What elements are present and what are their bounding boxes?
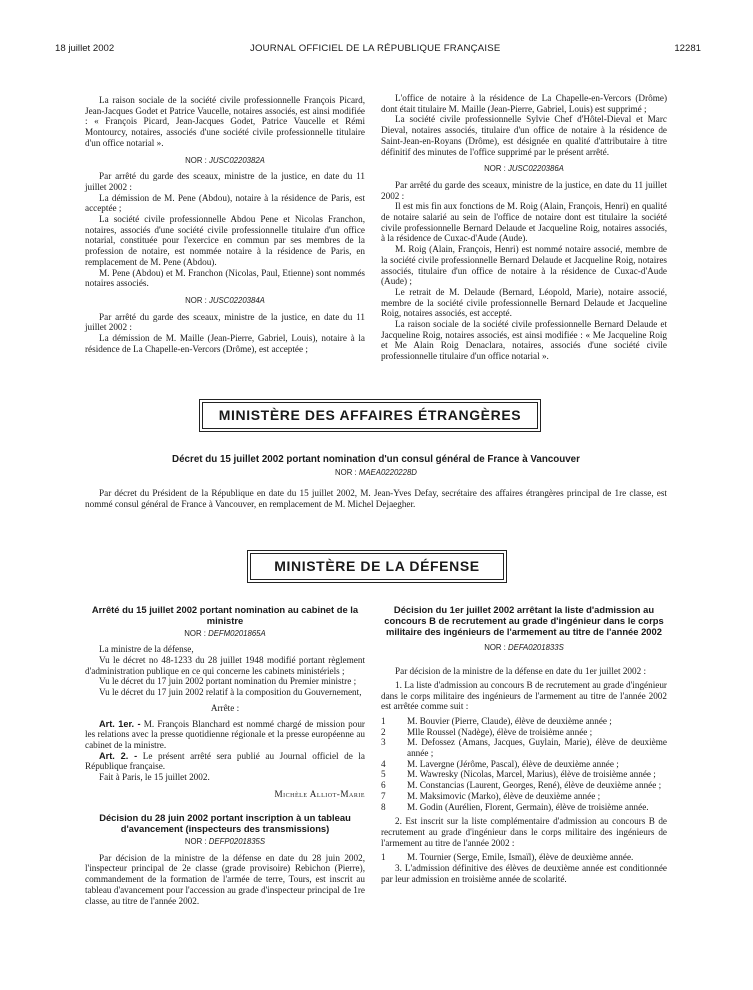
article-2: Art. 2. - Le présent arrêté sera publié au Journal officiel de la République française. (85, 750, 365, 772)
top-right-column (381, 93, 667, 362)
list-text: M. Constancias (Laurent, Georges, René), élève de deuxième année ; (407, 780, 662, 791)
admission-list (381, 716, 667, 812)
list-text: Mlle Roussel (Nadège), élève de troisième année ; (407, 726, 593, 737)
paragraph: La démission de M. Maille (Jean-Pierre, Gabriel, Louis), notaire à la résidence de La Chapelle-en-Vercors (Drôme), est acceptée ; (85, 333, 365, 354)
list-number: 1 (381, 715, 386, 726)
paragraph: M. Roig (Alain, François, Henri) est nommé notaire associé, membre de la société civile professionnelle Bernard Delaude et Jacqueline Roig, notaires associés, titulaire d'un office de notaire à la résidence de Cuxac-d'Aude (Aude) ; (381, 244, 667, 287)
paragraph: Vu le décret du 17 juin 2002 portant nomination du Premier ministre ; (99, 676, 357, 687)
list-text: M. Defossez (Amans, Jacques, Guylain, Marie), élève de deuxième année ; (407, 737, 667, 759)
defense-left-column (85, 605, 365, 906)
paragraph: Il est mis fin aux fonctions de M. Roig (Alain, François, Henri) en qualité de notaire salarié au sein de l'office de notaire dont est titulaire la société civile professionnelle Bernard Delaude et Jacqueline Roig, notaires associés, à la résidence de Cuxac-d'Aude (Aude). (381, 201, 667, 244)
paragraph: La société civile professionnelle Abdou Pene et Nicolas Franchon, notaires, associés d'une société civile professionnelle titulaire d'un office notarial, constituée pour l'exercice en commun par ses membres de la profession de notaire, est nommée notaire à la résidence de Paris, en remplacement de M. Pene (Abdou). (85, 214, 365, 267)
list-item (381, 759, 667, 770)
defense-right-column (381, 605, 667, 884)
list-item (381, 727, 667, 738)
list-item (381, 769, 667, 780)
paragraph: Par décret du Président de la République en date du 15 juillet 2002, M. Jean-Yves Defay, secrétaire des affaires étrangères principal de 1re classe, est nommé consul général de France à Vancouver, en remplacement de M. Michel Dejaegher. (85, 488, 667, 509)
list-text: M. Godin (Aurélien, Florent, Germain), élève de troisième année. (407, 801, 649, 812)
journal-title: JOURNAL OFFICIEL DE LA RÉPUBLIQUE FRANÇAISE (250, 43, 501, 54)
paragraph: M. Pene (Abdou) et M. Franchon (Nicolas, Paul, Etienne) sont nommés notaires associés. (85, 267, 365, 289)
page-header (55, 43, 701, 57)
page-number: 12281 (674, 43, 701, 54)
list-text: M. Wawresky (Nicolas, Marcel, Marius), élève de troisième année ; (407, 769, 656, 780)
list-item (381, 780, 667, 791)
list-item (381, 737, 667, 758)
paragraph: Par arrêté du garde des sceaux, ministre de la justice, en date du 11 juillet 2002 : (381, 179, 667, 201)
order-title: Arrêté du 15 juillet 2002 portant nomination au cabinet de la ministre (91, 604, 359, 626)
list-number: 4 (381, 758, 386, 769)
list-number: 2 (381, 726, 386, 737)
list-text: M. Maksimovic (Marko), élève de deuxième année ; (407, 790, 601, 801)
done-at: Fait à Paris, le 15 juillet 2002. (99, 772, 210, 783)
nor-reference: NOR : DEFA0201833S (484, 643, 564, 653)
ministry-heading-foreign-affairs: MINISTÈRE DES AFFAIRES ÉTRANGÈRES (202, 402, 538, 429)
top-left-column (85, 95, 365, 354)
list-item (381, 716, 667, 727)
list-item (381, 852, 667, 863)
paragraph: Vu le décret no 48-1233 du 28 juillet 1948 modifié portant règlement d'administration publique en ce qui concerne les cabinets ministériels ; (85, 655, 365, 676)
list-number: 1 (381, 852, 386, 863)
decree-body (85, 488, 667, 509)
list-number: 5 (381, 769, 386, 780)
paragraph: Par arrêté du garde des sceaux, ministre de la justice, en date du 11 juillet 2002 : (85, 171, 365, 192)
ministry-heading-defense: MINISTÈRE DE LA DÉFENSE (250, 553, 504, 580)
nor-reference: NOR : JUSC0220384A (185, 295, 265, 305)
paragraph: Par décision de la ministre de la défense en date du 1er juillet 2002 : (395, 666, 647, 677)
nor-reference: NOR : DEFM0201865A (184, 628, 266, 638)
paragraph: Le retrait de M. Delaude (Bernard, Léopold, Marie), notaire associé, membre de la société civile professionnelle Bernard Delaude et Jacqueline Roig, notaires associés, est accepté. (381, 286, 667, 319)
list-text: M. Bouvier (Pierre, Claude), élève de deuxième année ; (407, 715, 612, 726)
list-number: 8 (381, 801, 386, 812)
decision-title: Décision du 28 juin 2002 portant inscription à un tableau d'avancement (inspecteurs des transmissions) (99, 812, 351, 835)
list-item (381, 802, 667, 813)
list-number: 7 (381, 790, 386, 801)
paragraph: La ministre de la défense, (99, 644, 194, 655)
decree-title: Décret du 15 juillet 2002 portant nomination d'un consul général de France à Vancouver (172, 454, 580, 465)
complementary-list (381, 852, 667, 863)
list-text: M. Tournier (Serge, Emile, Ismaïl), élève de deuxième année. (407, 852, 634, 863)
paragraph: Par décision de la ministre de la défense en date du 28 juin 2002, l'inspecteur principal de 2e classe (grade provisoire) Rebichon (Pierre), commandement de la formation de l'armée de terre, Tours, est inscrit au tableau d'avancement pour l'accession au grade d'inspecteur principal de 1re classe, au titre de l'année 2002. (85, 852, 365, 906)
signature: Michèle Alliot-Marie (274, 788, 365, 799)
issue-date: 18 juillet 2002 (55, 43, 115, 54)
list-item (381, 791, 667, 802)
decision-title: Décision du 1er juillet 2002 arrêtant la liste d'admission au concours B de recrutement au grade d'ingénieur dans le corps militaire des ingénieurs de l'armement au titre de l'année 2002 (384, 604, 664, 637)
nor-reference: NOR : JUSC0220386A (484, 164, 564, 174)
paragraph: 2. Est inscrit sur la liste complémentaire d'admission au concours B de recrutement au grade d'ingénieur dans le corps militaire des ingénieurs de l'armement au titre de l'année 2002 : (381, 816, 667, 848)
list-number: 3 (381, 737, 386, 748)
paragraph: 3. L'admission définitive des élèves de deuxième année est conditionnée par leur admission en troisième année de scolarité. (381, 863, 667, 884)
paragraph: La démission de M. Pene (Abdou), notaire à la résidence de Paris, est acceptée ; (85, 192, 365, 214)
paragraph: Vu le décret du 17 juin 2002 relatif à la composition du Gouvernement, (99, 687, 362, 698)
paragraph: Par arrêté du garde des sceaux, ministre de la justice, en date du 11 juillet 2002 : (85, 311, 365, 333)
paragraph: La raison sociale de la société civile professionnelle François Picard, Jean-Jacques Godet et Patrice Vaucelle, notaires associés, est ainsi modifiée : « François Picard, Jean-Jacques Godet, Patrice Vaucelle et Rémi Montourcy, notaires, associés d'une société civile professionnelle titulaire d'un office notarial ». (85, 95, 365, 148)
list-number: 6 (381, 780, 386, 791)
paragraph: 1. La liste d'admission au concours B de recrutement au grade d'ingénieur dans le corps militaire des ingénieurs de l'armement au titre de l'année 2002 est arrêtée comme suit : (381, 679, 667, 712)
nor-reference: NOR : DEFP0201835S (184, 837, 266, 847)
paragraph: La raison sociale de la société civile professionnelle Bernard Delaude et Jacqueline Roig, notaires associés, est ainsi modifiée : « Me Jacqueline Roig et Me Alain Roig Denaclara, notaires, associés d'une société civile professionnelle titulaire d'un office notarial ». (381, 319, 667, 362)
paragraph: La société civile professionnelle Sylvie Chef d'Hôtel-Dieval et Marc Dieval, notaires associés, titulaire d'un office de notaire à la résidence de Saint-Jean-en-Royans (Drôme), est désignée en qualité d'attributaire à titre définitif des minutes de l'office supprimé par le présent arrêté. (381, 114, 667, 157)
nor-reference: NOR : JUSC0220382A (185, 155, 265, 165)
list-text: M. Lavergne (Jérôme, Pascal), élève de deuxième année ; (407, 758, 619, 769)
arrete-label: Arrête : (210, 702, 240, 713)
article-1: Art. 1er. - M. François Blanchard est nommé chargé de mission pour les relations avec la presse quotidienne régionale et la presse européenne au cabinet de la ministre. (85, 718, 365, 750)
nor-reference: NOR : MAEA0220228D (335, 468, 417, 477)
paragraph: L'office de notaire à la résidence de La Chapelle-en-Vercors (Drôme) dont était titulaire M. Maille (Jean-Pierre, Gabriel, Louis) est supprimé ; (381, 93, 667, 114)
